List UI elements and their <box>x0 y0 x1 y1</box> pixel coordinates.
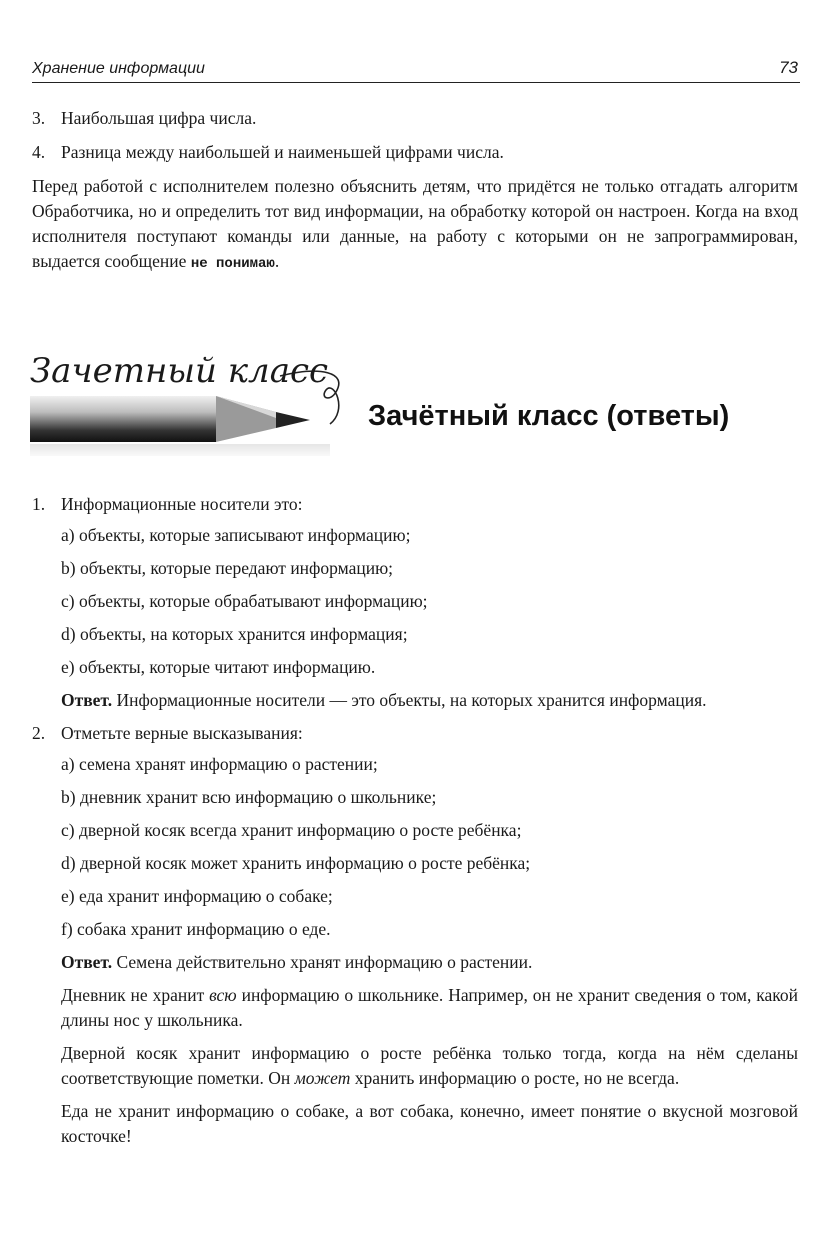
question-text: Отметьте верные высказывания: <box>61 723 303 743</box>
option-item: f) собака хранит информацию о еде. <box>61 919 331 939</box>
question-number: 2. <box>32 723 46 743</box>
explanation-paragraph: Еда не хранит информацию о собаке, а вот собака, конечно, имеет понятие о вкусной мозговой косточке! <box>61 1101 798 1146</box>
explanation-text: Дневник не хранит <box>61 985 210 1005</box>
option-item: a) семена хранят информацию о растении; <box>61 754 378 774</box>
explanation-paragraph <box>61 983 798 1033</box>
emphasis: может <box>294 1068 351 1088</box>
option-item: e) еда хранит информацию о собаке; <box>61 886 333 906</box>
list-number: 4. <box>32 142 46 162</box>
list-number: 3. <box>32 108 46 128</box>
pencil-shaft <box>30 396 216 442</box>
quiz-answers <box>32 492 798 1157</box>
answer-label: Ответ. <box>61 690 113 710</box>
emphasis: всю <box>209 985 237 1005</box>
question-number: 1. <box>32 494 46 514</box>
option-item: b) объекты, которые передают информацию; <box>61 558 394 578</box>
section-banner <box>30 348 810 460</box>
answer-label: Ответ. <box>61 952 113 972</box>
pencil-wood <box>216 396 276 442</box>
option-item: c) дверной косяк всегда хранит информацию о росте ребёнка; <box>61 820 522 840</box>
answer-paragraph <box>61 950 798 975</box>
intro-text: Перед работой с исполнителем полезно объяснить детям, что придётся не только отгадать алгоритм Обработчика, но и определить тот вид информации, на обработку которой он настроен. Когда на вход исполнителя поступают команды или данные, на работу с которыми он не запрограммирован, выдается сообщение <box>32 176 798 271</box>
intro-paragraph <box>32 174 798 277</box>
question <box>32 492 798 517</box>
answer-text: Информационные носители — это объекты, на которых хранится информация. <box>112 690 707 710</box>
explanation-paragraph <box>61 1041 798 1091</box>
option-item: a) объекты, которые записывают информацию; <box>61 525 411 545</box>
list-item <box>32 140 798 165</box>
pencil-shadow <box>30 444 330 456</box>
section-title: Хранение информации <box>32 60 205 77</box>
running-header <box>32 58 800 83</box>
code-message: не понимаю <box>190 256 275 272</box>
question <box>32 721 798 746</box>
pencil-tip <box>276 412 310 428</box>
answer-paragraph <box>61 688 798 713</box>
explanation-text: информацию о школьнике. Например, он не хранит сведения о том, какой длины нос у школьника. <box>61 985 798 1030</box>
question-text: Информационные носители это: <box>61 494 303 514</box>
list-text: Разница между наибольшей и наименьшей цифрами числа. <box>61 142 504 162</box>
option-item: b) дневник хранит всю информацию о школьнике; <box>61 787 437 807</box>
option-item: d) объекты, на которых хранится информация; <box>61 624 408 644</box>
list-text: Наибольшая цифра числа. <box>61 108 257 128</box>
answer-text: Семена действительно хранят информацию о растении. <box>112 952 533 972</box>
top-content <box>32 106 798 277</box>
page-number: 73 <box>779 58 798 77</box>
option-item: e) объекты, которые читают информацию. <box>61 657 376 677</box>
option-item: c) объекты, которые обрабатывают информацию; <box>61 591 428 611</box>
explanation-text: хранить информацию о росте, но не всегда. <box>350 1068 680 1088</box>
list-item <box>32 106 798 131</box>
option-item: d) дверной косяк может хранить информацию о росте ребёнка; <box>61 853 531 873</box>
explanation-text: Дверной косяк хранит информацию о росте ребёнка только тогда, когда на нём сделаны соответствующие пометки. Он <box>61 1043 798 1088</box>
banner-script-text: Зачетный класс <box>30 351 329 391</box>
banner-title: Зачётный класс (ответы) <box>368 400 730 432</box>
intro-text-end: . <box>274 251 280 271</box>
